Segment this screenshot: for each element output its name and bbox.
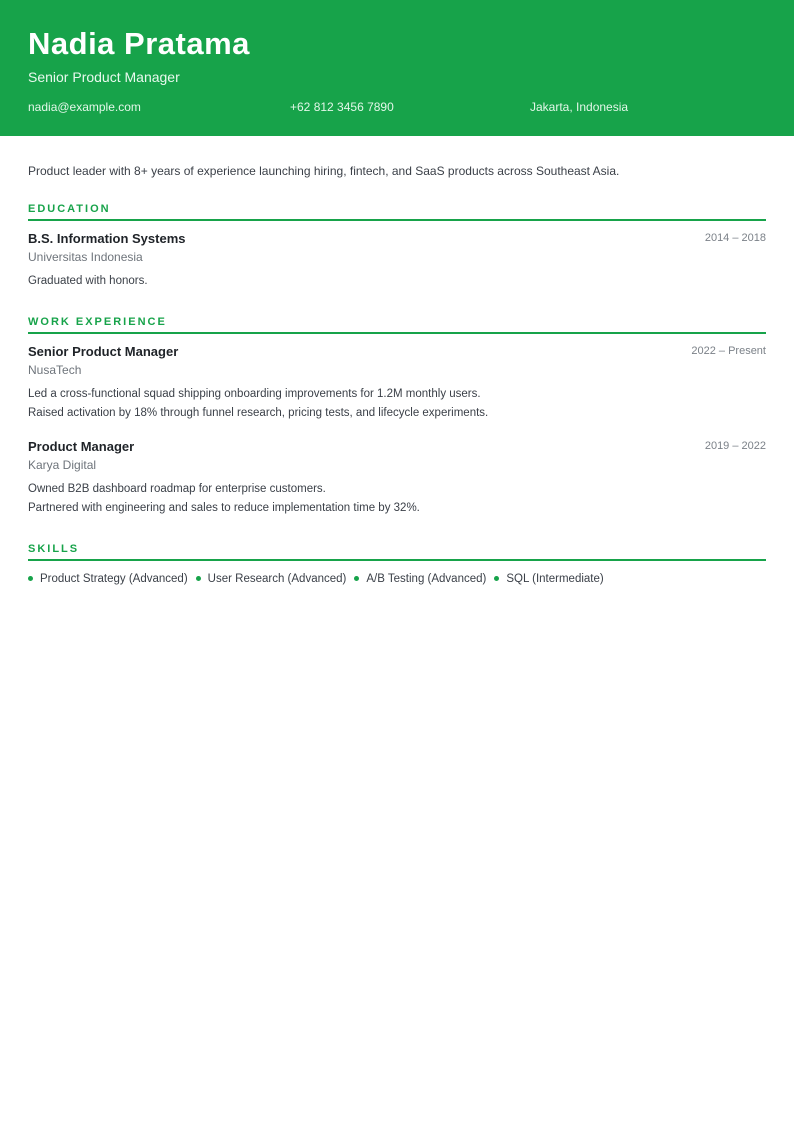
school-name: Universitas Indonesia (28, 250, 143, 264)
work-section (28, 316, 766, 519)
skill-label: A/B Testing (Advanced) (366, 572, 487, 585)
position-title: Senior Product Manager (28, 343, 179, 359)
resume-header (0, 0, 794, 136)
detail-line: Graduated with honors. (28, 275, 148, 287)
candidate-name: Nadia Pratama (28, 26, 250, 61)
detail-line: Led a cross-functional squad shipping onboarding improvements for 1.2M monthly users. (28, 387, 481, 400)
degree-title: B.S. Information Systems (28, 231, 186, 246)
section-title-education: EDUCATION (28, 203, 766, 221)
location: Jakarta, Indonesia (530, 100, 629, 114)
education-section (28, 203, 766, 292)
skills-section (28, 543, 766, 585)
section-title-skills: SKILLS (28, 543, 766, 561)
skills-list (28, 573, 766, 585)
skill-label: Product Strategy (Advanced) (40, 572, 188, 585)
section-title-work: WORK EXPERIENCE (28, 316, 766, 334)
candidate-role: Senior Product Manager (28, 69, 180, 85)
skill-item (28, 573, 188, 585)
entry-details (28, 272, 766, 292)
entry-dates: 2014 – 2018 (704, 232, 766, 244)
skill-item (196, 573, 347, 585)
position-title: Product Manager (28, 438, 135, 454)
work-entry (28, 343, 766, 424)
skill-item (494, 573, 603, 585)
detail-line: Raised activation by 18% through funnel research, pricing tests, and lifecycle experiments. (28, 407, 489, 419)
entry-dates: 2022 – Present (691, 344, 766, 357)
phone-number: +62 812 3456 7890 (290, 100, 394, 114)
entry-details (28, 385, 766, 424)
skill-label: User Research (Advanced) (207, 572, 347, 585)
skill-label: SQL (Intermediate) (506, 572, 604, 585)
email-link[interactable]: nadia@example.com (28, 100, 141, 114)
company-name: NusaTech (28, 362, 82, 377)
company-name: Karya Digital (28, 457, 97, 472)
contact-info (28, 100, 766, 116)
bullet-icon (28, 576, 33, 581)
summary-text: Product leader with 8+ years of experience launching hiring, fintech, and SaaS products across Southeast Asia. (28, 164, 620, 178)
entry-details (28, 480, 766, 519)
bullet-icon (354, 576, 359, 581)
resume-body (0, 163, 794, 585)
work-entry (28, 438, 766, 519)
bullet-icon (494, 576, 499, 581)
education-entry (28, 230, 766, 292)
entry-dates: 2019 – 2022 (704, 439, 766, 452)
detail-line: Owned B2B dashboard roadmap for enterprise customers. (28, 482, 326, 495)
detail-line: Partnered with engineering and sales to reduce implementation time by 32%. (28, 502, 420, 514)
bullet-icon (196, 576, 201, 581)
skill-item (354, 573, 486, 585)
